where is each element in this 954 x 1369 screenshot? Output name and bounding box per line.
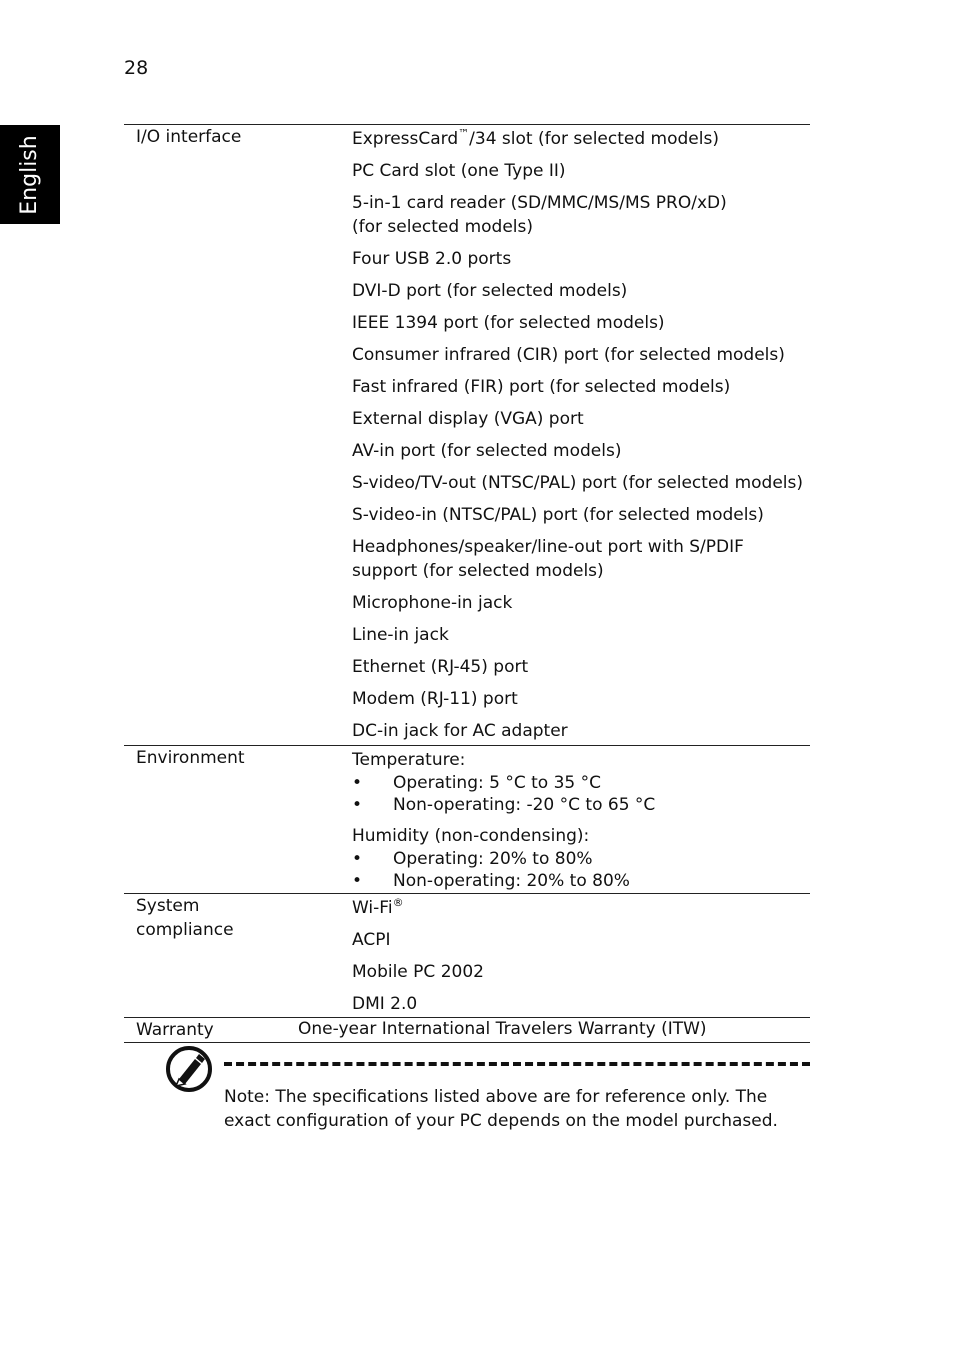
spec-item: Consumer infrared (CIR) port (for selected models) [352,345,785,365]
spec-item: DVI-D port (for selected models) [352,281,628,301]
spec-values: One-year International Travelers Warranty (ITW) [298,1019,707,1039]
spec-item: AV-in port (for selected models) [352,441,622,461]
spec-row-environment [124,745,810,893]
bullet-item: • Non-operating: -20 °C to 65 °C [352,795,656,815]
spec-label: I/O interface [136,127,242,147]
spec-item: ExpressCard™/34 slot (for selected models) [352,127,719,149]
bullet-item: • Non-operating: 20% to 80% [352,871,630,891]
note-paragraph [224,1085,814,1133]
spec-label: Environment [136,748,245,768]
spec-item: ACPI [352,930,391,950]
note-pencil-icon [165,1045,213,1093]
spec-row-system-compliance [124,893,810,1017]
temperature-heading: Temperature: [352,750,466,770]
spec-values [352,746,810,893]
spec-item: Ethernet (RJ-45) port [352,657,529,677]
note-body: The specifications listed above are for reference only. The exact configuration of your PC depends on the model purchased. [224,1087,778,1131]
spec-item: 5-in-1 card reader (SD/MMC/MS/MS PRO/xD) (for selected models) [352,193,727,237]
spec-item: Four USB 2.0 ports [352,249,512,269]
temperature-group [352,748,810,816]
spec-item: Headphones/speaker/line-out port with S/PDIF support (for selected models) [352,537,744,581]
language-tab [0,125,60,224]
spec-item: External display (VGA) port [352,409,584,429]
spec-values [352,894,810,1017]
spec-item: Mobile PC 2002 [352,962,484,982]
spec-item: DMI 2.0 [352,994,418,1014]
spec-item: PC Card slot (one Type II) [352,161,566,181]
spec-item: Microphone-in jack [352,593,513,613]
spec-item: IEEE 1394 port (for selected models) [352,313,665,333]
specification-table [124,124,810,1043]
spec-label: System compliance [136,896,234,940]
spec-item: S-video/TV-out (NTSC/PAL) port (for selected models) [352,473,804,493]
humidity-group [352,824,810,892]
spec-item: DC-in jack for AC adapter [352,721,568,741]
language-tab-label: English [17,134,42,215]
spec-item: Fast infrared (FIR) port (for selected models) [352,377,731,397]
spec-row-warranty [124,1017,810,1042]
spec-values [352,125,810,745]
spec-item: Line-in jack [352,625,449,645]
spec-item: Wi-Fi® [352,896,404,918]
spec-row-io-interface [124,124,810,745]
bullet-item: • Operating: 20% to 80% [352,849,593,869]
spec-item: S-video-in (NTSC/PAL) port (for selected models) [352,505,764,525]
note-label: Note: [224,1087,270,1107]
page-number: 28 [124,57,149,79]
spec-item: Modem (RJ-11) port [352,689,518,709]
spec-label: Warranty [136,1020,214,1040]
table-bottom-rule [124,1042,810,1043]
humidity-heading: Humidity (non-condensing): [352,826,590,846]
note-dashed-rule [224,1062,810,1066]
bullet-item: • Operating: 5 °C to 35 °C [352,773,601,793]
